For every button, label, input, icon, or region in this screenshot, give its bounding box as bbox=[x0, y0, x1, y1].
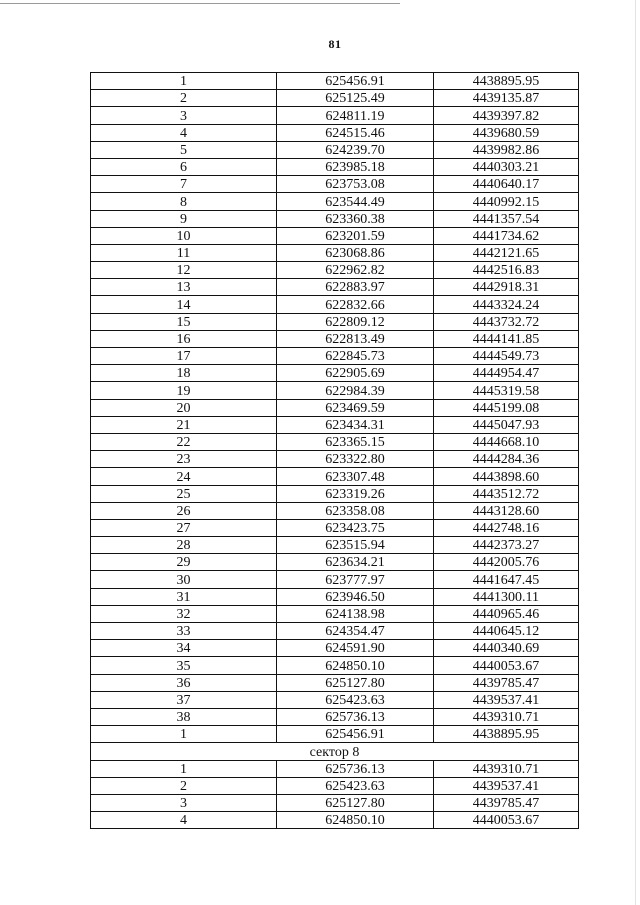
table-row bbox=[91, 296, 579, 313]
x-coordinate-cell: 622883.97 bbox=[277, 279, 434, 296]
y-coordinate-cell: 4443128.60 bbox=[434, 502, 579, 519]
x-coordinate-cell: 623319.26 bbox=[277, 485, 434, 502]
table-row bbox=[91, 674, 579, 691]
x-coordinate-cell: 624138.98 bbox=[277, 605, 434, 622]
y-coordinate-cell: 4439310.71 bbox=[434, 760, 579, 777]
y-coordinate-cell: 4441300.11 bbox=[434, 588, 579, 605]
x-coordinate-cell: 625127.80 bbox=[277, 794, 434, 811]
y-coordinate-cell: 4439135.87 bbox=[434, 90, 579, 107]
x-coordinate-cell: 623753.08 bbox=[277, 176, 434, 193]
x-coordinate-cell: 625423.63 bbox=[277, 777, 434, 794]
y-coordinate-cell: 4444668.10 bbox=[434, 433, 579, 450]
y-coordinate-cell: 4439537.41 bbox=[434, 777, 579, 794]
table-row bbox=[91, 433, 579, 450]
table-row bbox=[91, 468, 579, 485]
y-coordinate-cell: 4440640.17 bbox=[434, 176, 579, 193]
point-number-cell: 8 bbox=[91, 193, 277, 210]
point-number-cell: 1 bbox=[91, 73, 277, 90]
x-coordinate-cell: 623307.48 bbox=[277, 468, 434, 485]
point-number-cell: 36 bbox=[91, 674, 277, 691]
x-coordinate-cell: 623544.49 bbox=[277, 193, 434, 210]
point-number-cell: 2 bbox=[91, 90, 277, 107]
x-coordinate-cell: 622962.82 bbox=[277, 262, 434, 279]
coordinates-table bbox=[90, 72, 579, 829]
table-row bbox=[91, 399, 579, 416]
y-coordinate-cell: 4439785.47 bbox=[434, 794, 579, 811]
table-row bbox=[91, 365, 579, 382]
point-number-cell: 4 bbox=[91, 124, 277, 141]
y-coordinate-cell: 4440645.12 bbox=[434, 623, 579, 640]
x-coordinate-cell: 623469.59 bbox=[277, 399, 434, 416]
scan-artifact-line bbox=[0, 3, 400, 4]
y-coordinate-cell: 4444284.36 bbox=[434, 451, 579, 468]
table-row bbox=[91, 158, 579, 175]
y-coordinate-cell: 4438895.95 bbox=[434, 73, 579, 90]
y-coordinate-cell: 4442121.65 bbox=[434, 244, 579, 261]
x-coordinate-cell: 624239.70 bbox=[277, 141, 434, 158]
point-number-cell: 1 bbox=[91, 760, 277, 777]
point-number-cell: 26 bbox=[91, 502, 277, 519]
y-coordinate-cell: 4442918.31 bbox=[434, 279, 579, 296]
table-row bbox=[91, 416, 579, 433]
y-coordinate-cell: 4439537.41 bbox=[434, 691, 579, 708]
x-coordinate-cell: 622845.73 bbox=[277, 348, 434, 365]
table-row bbox=[91, 279, 579, 296]
x-coordinate-cell: 622809.12 bbox=[277, 313, 434, 330]
table-row bbox=[91, 141, 579, 158]
table-row bbox=[91, 691, 579, 708]
y-coordinate-cell: 4440053.67 bbox=[434, 812, 579, 829]
point-number-cell: 21 bbox=[91, 416, 277, 433]
point-number-cell: 6 bbox=[91, 158, 277, 175]
table-row bbox=[91, 812, 579, 829]
point-number-cell: 13 bbox=[91, 279, 277, 296]
y-coordinate-cell: 4445319.58 bbox=[434, 382, 579, 399]
y-coordinate-cell: 4441647.45 bbox=[434, 571, 579, 588]
table-row bbox=[91, 640, 579, 657]
point-number-cell: 16 bbox=[91, 330, 277, 347]
table-row bbox=[91, 537, 579, 554]
y-coordinate-cell: 4441734.62 bbox=[434, 227, 579, 244]
x-coordinate-cell: 624591.90 bbox=[277, 640, 434, 657]
x-coordinate-cell: 624354.47 bbox=[277, 623, 434, 640]
y-coordinate-cell: 4443324.24 bbox=[434, 296, 579, 313]
point-number-cell: 11 bbox=[91, 244, 277, 261]
y-coordinate-cell: 4441357.54 bbox=[434, 210, 579, 227]
point-number-cell: 19 bbox=[91, 382, 277, 399]
x-coordinate-cell: 623946.50 bbox=[277, 588, 434, 605]
table-row bbox=[91, 794, 579, 811]
table-row bbox=[91, 227, 579, 244]
point-number-cell: 38 bbox=[91, 708, 277, 725]
point-number-cell: 4 bbox=[91, 812, 277, 829]
point-number-cell: 24 bbox=[91, 468, 277, 485]
x-coordinate-cell: 623360.38 bbox=[277, 210, 434, 227]
table-row bbox=[91, 588, 579, 605]
sector-label: сектор 8 bbox=[91, 743, 579, 760]
point-number-cell: 28 bbox=[91, 537, 277, 554]
table-row bbox=[91, 451, 579, 468]
table-row bbox=[91, 623, 579, 640]
table-row bbox=[91, 760, 579, 777]
x-coordinate-cell: 623365.15 bbox=[277, 433, 434, 450]
y-coordinate-cell: 4439982.86 bbox=[434, 141, 579, 158]
point-number-cell: 9 bbox=[91, 210, 277, 227]
table-row bbox=[91, 726, 579, 743]
y-coordinate-cell: 4444954.47 bbox=[434, 365, 579, 382]
table-row bbox=[91, 262, 579, 279]
scan-edge-line bbox=[635, 0, 636, 905]
table-row bbox=[91, 708, 579, 725]
y-coordinate-cell: 4444141.85 bbox=[434, 330, 579, 347]
point-number-cell: 31 bbox=[91, 588, 277, 605]
point-number-cell: 3 bbox=[91, 107, 277, 124]
table-row bbox=[91, 313, 579, 330]
x-coordinate-cell: 625736.13 bbox=[277, 760, 434, 777]
x-coordinate-cell: 623777.97 bbox=[277, 571, 434, 588]
x-coordinate-cell: 623515.94 bbox=[277, 537, 434, 554]
point-number-cell: 17 bbox=[91, 348, 277, 365]
table-row bbox=[91, 519, 579, 536]
point-number-cell: 3 bbox=[91, 794, 277, 811]
page-number: 81 bbox=[328, 37, 342, 51]
table-row bbox=[91, 73, 579, 90]
y-coordinate-cell: 4439785.47 bbox=[434, 674, 579, 691]
x-coordinate-cell: 623201.59 bbox=[277, 227, 434, 244]
y-coordinate-cell: 4440992.15 bbox=[434, 193, 579, 210]
y-coordinate-cell: 4439397.82 bbox=[434, 107, 579, 124]
table-row bbox=[91, 777, 579, 794]
x-coordinate-cell: 625423.63 bbox=[277, 691, 434, 708]
y-coordinate-cell: 4442748.16 bbox=[434, 519, 579, 536]
table-row bbox=[91, 571, 579, 588]
point-number-cell: 37 bbox=[91, 691, 277, 708]
table-row bbox=[91, 657, 579, 674]
point-number-cell: 30 bbox=[91, 571, 277, 588]
x-coordinate-cell: 625456.91 bbox=[277, 73, 434, 90]
point-number-cell: 7 bbox=[91, 176, 277, 193]
x-coordinate-cell: 622984.39 bbox=[277, 382, 434, 399]
table-row bbox=[91, 193, 579, 210]
table-row bbox=[91, 90, 579, 107]
x-coordinate-cell: 625456.91 bbox=[277, 726, 434, 743]
x-coordinate-cell: 623068.86 bbox=[277, 244, 434, 261]
point-number-cell: 5 bbox=[91, 141, 277, 158]
x-coordinate-cell: 622905.69 bbox=[277, 365, 434, 382]
y-coordinate-cell: 4440340.69 bbox=[434, 640, 579, 657]
point-number-cell: 12 bbox=[91, 262, 277, 279]
point-number-cell: 18 bbox=[91, 365, 277, 382]
point-number-cell: 34 bbox=[91, 640, 277, 657]
table-row bbox=[91, 107, 579, 124]
point-number-cell: 33 bbox=[91, 623, 277, 640]
x-coordinate-cell: 623634.21 bbox=[277, 554, 434, 571]
y-coordinate-cell: 4443898.60 bbox=[434, 468, 579, 485]
x-coordinate-cell: 622813.49 bbox=[277, 330, 434, 347]
table-row bbox=[91, 554, 579, 571]
x-coordinate-cell: 624850.10 bbox=[277, 657, 434, 674]
sector-header-row bbox=[91, 743, 579, 760]
y-coordinate-cell: 4439310.71 bbox=[434, 708, 579, 725]
y-coordinate-cell: 4440053.67 bbox=[434, 657, 579, 674]
table-row bbox=[91, 330, 579, 347]
y-coordinate-cell: 4443512.72 bbox=[434, 485, 579, 502]
x-coordinate-cell: 623358.08 bbox=[277, 502, 434, 519]
x-coordinate-cell: 625127.80 bbox=[277, 674, 434, 691]
point-number-cell: 20 bbox=[91, 399, 277, 416]
x-coordinate-cell: 625736.13 bbox=[277, 708, 434, 725]
y-coordinate-cell: 4442373.27 bbox=[434, 537, 579, 554]
x-coordinate-cell: 623322.80 bbox=[277, 451, 434, 468]
y-coordinate-cell: 4442005.76 bbox=[434, 554, 579, 571]
x-coordinate-cell: 624515.46 bbox=[277, 124, 434, 141]
x-coordinate-cell: 623434.31 bbox=[277, 416, 434, 433]
point-number-cell: 29 bbox=[91, 554, 277, 571]
table-row bbox=[91, 244, 579, 261]
y-coordinate-cell: 4438895.95 bbox=[434, 726, 579, 743]
y-coordinate-cell: 4442516.83 bbox=[434, 262, 579, 279]
y-coordinate-cell: 4440965.46 bbox=[434, 605, 579, 622]
point-number-cell: 25 bbox=[91, 485, 277, 502]
table-row bbox=[91, 382, 579, 399]
y-coordinate-cell: 4439680.59 bbox=[434, 124, 579, 141]
point-number-cell: 2 bbox=[91, 777, 277, 794]
point-number-cell: 23 bbox=[91, 451, 277, 468]
table-row bbox=[91, 485, 579, 502]
point-number-cell: 35 bbox=[91, 657, 277, 674]
y-coordinate-cell: 4444549.73 bbox=[434, 348, 579, 365]
y-coordinate-cell: 4440303.21 bbox=[434, 158, 579, 175]
x-coordinate-cell: 624850.10 bbox=[277, 812, 434, 829]
y-coordinate-cell: 4443732.72 bbox=[434, 313, 579, 330]
table-row bbox=[91, 348, 579, 365]
point-number-cell: 32 bbox=[91, 605, 277, 622]
point-number-cell: 1 bbox=[91, 726, 277, 743]
y-coordinate-cell: 4445047.93 bbox=[434, 416, 579, 433]
table-row bbox=[91, 210, 579, 227]
coordinates-table-body bbox=[91, 73, 579, 829]
y-coordinate-cell: 4445199.08 bbox=[434, 399, 579, 416]
x-coordinate-cell: 624811.19 bbox=[277, 107, 434, 124]
table-row bbox=[91, 176, 579, 193]
point-number-cell: 10 bbox=[91, 227, 277, 244]
point-number-cell: 15 bbox=[91, 313, 277, 330]
table-row bbox=[91, 124, 579, 141]
x-coordinate-cell: 622832.66 bbox=[277, 296, 434, 313]
table-row bbox=[91, 605, 579, 622]
x-coordinate-cell: 623423.75 bbox=[277, 519, 434, 536]
x-coordinate-cell: 623985.18 bbox=[277, 158, 434, 175]
point-number-cell: 14 bbox=[91, 296, 277, 313]
point-number-cell: 27 bbox=[91, 519, 277, 536]
table-row bbox=[91, 502, 579, 519]
point-number-cell: 22 bbox=[91, 433, 277, 450]
x-coordinate-cell: 625125.49 bbox=[277, 90, 434, 107]
